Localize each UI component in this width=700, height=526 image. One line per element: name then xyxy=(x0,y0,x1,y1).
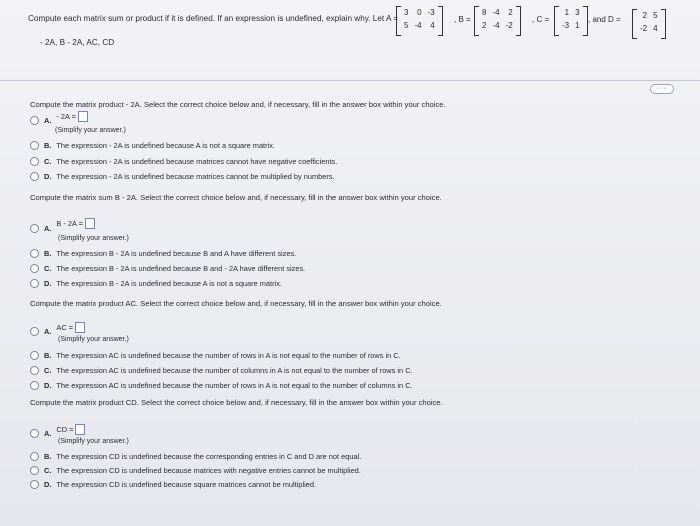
radio-button[interactable] xyxy=(30,466,39,475)
option-letter: C. xyxy=(44,264,52,273)
option-text: The expression AC is undefined because the number of rows in A is not equal to the number of rows in C. xyxy=(56,351,401,360)
radio-button[interactable] xyxy=(30,264,39,273)
question-3-prompt: Compute the matrix product AC. Select the correct choice below and, if necessary, fill in the answer box within your choice. xyxy=(30,299,442,308)
option-letter: D. xyxy=(44,279,52,288)
simplify-hint: (Simplify your answer.) xyxy=(58,336,129,343)
answer-box[interactable] xyxy=(75,322,85,333)
expressions-list: - 2A, B - 2A, AC, CD xyxy=(40,38,115,47)
q3-option-a[interactable] xyxy=(30,323,85,336)
bracket-right xyxy=(438,6,443,36)
radio-button[interactable] xyxy=(30,224,39,233)
radio-button[interactable] xyxy=(30,116,39,125)
option-text: The expression AC is undefined because the number of columns in A is not equal to the number of rows in C. xyxy=(56,366,413,375)
option-text: The expression AC is undefined because the number of rows in A is not equal to the number of columns in C. xyxy=(56,381,413,390)
simplify-hint: (Simplify your answer.) xyxy=(55,127,126,134)
matrix-a-entry: 5 xyxy=(404,21,409,30)
label-b: , B = xyxy=(454,15,471,24)
question-4-prompt: Compute the matrix product CD. Select the correct choice below and, if necessary, fill in the answer box within your choice. xyxy=(30,398,443,407)
matrix-c-entry: 3 xyxy=(575,8,580,17)
q4-option-a[interactable] xyxy=(30,425,85,438)
matrix-b-entry: 8 xyxy=(482,8,487,17)
option-text: The expression CD is undefined because square matrices cannot be multiplied. xyxy=(56,480,317,489)
option-letter: D. xyxy=(44,381,52,390)
radio-button[interactable] xyxy=(30,327,39,336)
answer-box[interactable] xyxy=(78,111,88,122)
option-text: The expression CD is undefined because matrices with negative entries cannot be multiplied. xyxy=(56,466,361,475)
q1-option-c[interactable] xyxy=(30,157,337,166)
matrix-b-grid xyxy=(479,8,516,34)
instruction-text: Compute each matrix sum or product if it is defined. If an expression is undefined, explain why. Let A = xyxy=(28,14,399,23)
more-button[interactable]: ····· xyxy=(650,84,674,94)
option-letter: A. xyxy=(44,429,52,438)
matrix-d-entry: 5 xyxy=(653,11,658,20)
q3-option-c[interactable] xyxy=(30,366,413,375)
q3-option-d[interactable] xyxy=(30,381,413,390)
bracket-right xyxy=(583,6,588,36)
question-1-prompt: Compute the matrix product - 2A. Select the correct choice below and, if necessary, fill in the answer box within your choice. xyxy=(30,100,446,109)
answer-label: - 2A = xyxy=(56,112,76,121)
q2-option-b[interactable] xyxy=(30,249,296,258)
matrix-b-entry: -2 xyxy=(505,21,513,30)
q1-option-a[interactable] xyxy=(30,112,88,125)
radio-button[interactable] xyxy=(30,249,39,258)
option-letter: A. xyxy=(44,116,52,125)
q2-option-d[interactable] xyxy=(30,279,282,288)
radio-button[interactable] xyxy=(30,429,39,438)
bracket-right xyxy=(516,6,521,36)
question-2-prompt: Compute the matrix sum B - 2A. Select the correct choice below and, if necessary, fill in the answer box within your choice. xyxy=(30,193,442,202)
matrix-a-grid xyxy=(401,8,438,34)
matrix-b-entry: 2 xyxy=(482,21,487,30)
answer-box[interactable] xyxy=(85,218,95,229)
bracket-right xyxy=(661,9,666,39)
answer-label: CD = xyxy=(56,425,74,434)
option-letter: D. xyxy=(44,172,52,181)
matrix-a-entry: -3 xyxy=(427,8,435,17)
matrix-a-entry: 4 xyxy=(430,21,435,30)
radio-button[interactable] xyxy=(30,381,39,390)
radio-button[interactable] xyxy=(30,279,39,288)
matrix-d-grid xyxy=(637,11,661,37)
option-text: The expression B - 2A is undefined because B and - 2A have different sizes. xyxy=(56,264,306,273)
option-letter: D. xyxy=(44,480,52,489)
option-letter: C. xyxy=(44,366,52,375)
matrix-a-entry: 3 xyxy=(404,8,409,17)
answer-label: AC = xyxy=(56,323,74,332)
matrix-a-entry: 0 xyxy=(417,8,422,17)
option-letter: B. xyxy=(44,452,52,461)
radio-button[interactable] xyxy=(30,452,39,461)
option-text: The expression - 2A is undefined because matrices cannot have negative coefficients. xyxy=(56,157,338,166)
q2-option-a[interactable] xyxy=(30,219,95,233)
answer-label: B - 2A = xyxy=(56,219,83,228)
matrix-d-entry: 2 xyxy=(642,11,648,20)
matrix-c xyxy=(554,6,588,36)
radio-button[interactable] xyxy=(30,157,39,166)
option-letter: B. xyxy=(44,141,52,150)
q1-option-d[interactable] xyxy=(30,172,335,181)
divider xyxy=(0,80,700,81)
matrix-d-entry: 4 xyxy=(653,24,658,33)
matrix-c-entry: 1 xyxy=(564,8,570,17)
option-letter: B. xyxy=(44,351,52,360)
option-letter: A. xyxy=(44,224,52,233)
radio-button[interactable] xyxy=(30,366,39,375)
label-d: , and D = xyxy=(588,15,621,24)
option-letter: B. xyxy=(44,249,52,258)
option-letter: C. xyxy=(44,157,52,166)
label-c: , C = xyxy=(532,15,550,24)
matrix-a xyxy=(396,6,443,36)
q4-option-b[interactable] xyxy=(30,452,361,461)
option-text: The expression - 2A is undefined because matrices cannot be multiplied by numbers. xyxy=(56,172,335,181)
option-letter: C. xyxy=(44,466,52,475)
q4-option-d[interactable] xyxy=(30,480,316,489)
radio-button[interactable] xyxy=(30,351,39,360)
matrix-a-entry: -4 xyxy=(414,21,422,30)
radio-button[interactable] xyxy=(30,480,39,489)
matrix-c-grid xyxy=(559,8,583,34)
matrix-b xyxy=(474,6,521,36)
option-text: The expression B - 2A is undefined because A is not a square matrix. xyxy=(56,279,282,288)
matrix-b-entry: 2 xyxy=(508,8,513,17)
answer-box[interactable] xyxy=(75,424,85,435)
radio-button[interactable] xyxy=(30,141,39,150)
simplify-hint: (Simplify your answer.) xyxy=(58,235,129,242)
matrix-d xyxy=(632,9,666,39)
matrix-b-entry: -4 xyxy=(492,21,500,30)
matrix-c-entry: 1 xyxy=(575,21,580,30)
option-text: The expression CD is undefined because the corresponding entries in C and D are not equal. xyxy=(56,452,362,461)
option-text: The expression - 2A is undefined because A is not a square matrix. xyxy=(56,141,275,150)
option-letter: A. xyxy=(44,327,52,336)
matrix-b-entry: -4 xyxy=(492,8,500,17)
radio-button[interactable] xyxy=(30,172,39,181)
q4-option-c[interactable] xyxy=(30,466,361,475)
matrix-c-entry: -3 xyxy=(562,21,570,30)
q2-option-c[interactable] xyxy=(30,264,305,273)
q1-option-b[interactable] xyxy=(30,141,275,150)
option-text: The expression B - 2A is undefined because B and A have different sizes. xyxy=(56,249,297,258)
matrix-d-entry: -2 xyxy=(640,24,648,33)
simplify-hint: (Simplify your answer.) xyxy=(58,438,129,445)
q3-option-b[interactable] xyxy=(30,351,401,360)
